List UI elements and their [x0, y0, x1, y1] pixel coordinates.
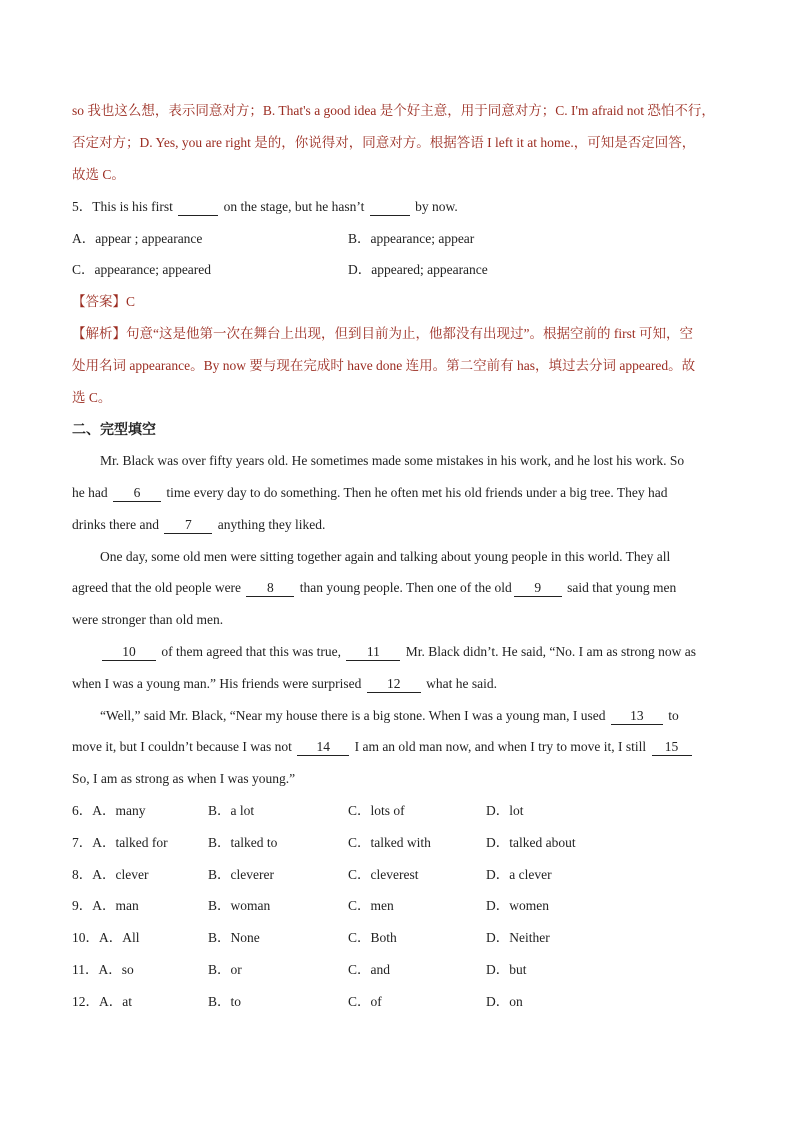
choice-7-d: D．talked about	[486, 835, 576, 850]
passage-text: what he said.	[426, 676, 498, 691]
q5-analysis-line-1: 【解析】句意“这是他第一次在舞台上出现，但到目前为止，他都没有出现过”。根据空前的 first 可知，空	[72, 326, 693, 341]
passage-p2-line-2	[72, 578, 676, 598]
passage-text: time every day to do something. Then he often met his old friends under a big tree. They had	[166, 485, 668, 500]
passage-p2-line-3: were stronger than old men.	[72, 612, 224, 627]
section-title: 二、完型填空	[72, 422, 156, 438]
passage-text: agreed that the old people were	[72, 580, 242, 595]
choice-11-b: B．or	[208, 962, 242, 977]
passage-p2-line-1: One day, some old men were sitting together again and talking about young people in this world. They all	[100, 549, 671, 564]
passage-text: when I was a young man.” His friends were surprised	[72, 676, 362, 691]
blank-12: 12	[367, 676, 421, 693]
q5-stem-middle: on the stage, but he hasn’t	[223, 199, 365, 214]
passage-text: to	[668, 708, 679, 723]
choice-6-b: B．a lot	[208, 803, 255, 818]
choice-12-d: D．on	[486, 994, 523, 1009]
q5-stem-end: by now.	[415, 199, 458, 214]
choice-10-c: C．Both	[348, 930, 397, 945]
passage-text: anything they liked.	[217, 517, 326, 532]
passage-text: move it, but I couldn’t because I was not	[72, 739, 292, 754]
passage-p1-line-3	[72, 515, 325, 535]
prev-explanation-line-3: 故选 C。	[72, 167, 125, 182]
choice-12-c: C．of	[348, 994, 382, 1009]
q5-option-c: C．appearance; appeared	[72, 262, 212, 277]
choice-9-b: B．woman	[208, 898, 271, 913]
choice-6-a: 6．A．many	[72, 803, 146, 818]
choice-7-b: B．talked to	[208, 835, 278, 850]
passage-text: drinks there and	[72, 517, 159, 532]
passage-p4-line-1	[100, 706, 679, 726]
passage-text: of them agreed that this was true,	[161, 644, 341, 659]
passage-text: Mr. Black didn’t. He said, “No. I am as strong now as	[405, 644, 697, 659]
choice-10-b: B．None	[208, 930, 260, 945]
choice-9-d: D．women	[486, 898, 549, 913]
passage-p3-line-2	[72, 674, 497, 694]
choice-9-c: C．men	[348, 898, 394, 913]
blank-8: 8	[246, 580, 294, 597]
blank-11: 11	[346, 644, 400, 661]
blank-13: 13	[611, 708, 663, 725]
q5-stem-start: 5．This is his first	[72, 199, 173, 214]
choice-7-a: 7．A．talked for	[72, 835, 168, 850]
passage-p1-line-1: Mr. Black was over fifty years old. He sometimes made some mistakes in his work, and he lost his work. So	[100, 453, 685, 468]
blank-14: 14	[297, 739, 349, 756]
passage-p4-line-3: So, I am as strong as when I was young.”	[72, 771, 296, 786]
choice-8-b: B．cleverer	[208, 867, 274, 882]
choice-12-b: B．to	[208, 994, 242, 1009]
q5-option-a: A．appear ; appearance	[72, 231, 203, 246]
blank-7: 7	[164, 517, 212, 534]
passage-p4-line-2	[72, 737, 694, 757]
choice-6-d: D．lot	[486, 803, 524, 818]
passage-p3-line-1	[100, 642, 696, 662]
q5-answer: 【答案】C	[72, 294, 136, 309]
prev-explanation-line-2: 否定对方；D. Yes, you are right 是的，你说得对，同意对方。根据答语 I left it at home.，可知是否定回答，	[72, 135, 696, 150]
q5-analysis-line-2: 处用名词 appearance。By now 要与现在完成时 have done 连用。第二空前有 has，填过去分词 appeared。故	[72, 358, 696, 373]
passage-text: said that young men	[567, 580, 677, 595]
choice-8-c: C．cleverest	[348, 867, 419, 882]
blank-9: 9	[514, 580, 562, 597]
choice-8-d: D．a clever	[486, 867, 552, 882]
passage-text: I am an old man now, and when I try to move it, I still	[354, 739, 647, 754]
passage-text: he had	[72, 485, 108, 500]
choice-11-a: 11．A．so	[72, 962, 134, 977]
passage-text: “Well,” said Mr. Black, “Near my house there is a big stone. When I was a young man, I used	[100, 708, 606, 723]
blank-10: 10	[102, 644, 156, 661]
passage-text: than young people. Then one of the old	[299, 580, 512, 595]
q5-analysis-line-3: 选 C。	[72, 390, 112, 405]
choice-8-a: 8．A．clever	[72, 867, 149, 882]
blank-6: 6	[113, 485, 161, 502]
q5-option-b: B．appearance; appear	[348, 231, 475, 246]
q5-option-d: D．appeared; appearance	[348, 262, 488, 277]
blank-15: 15	[652, 739, 692, 756]
choice-10-d: D．Neither	[486, 930, 550, 945]
choice-7-c: C．talked with	[348, 835, 431, 850]
choice-6-c: C．lots of	[348, 803, 405, 818]
choice-12-a: 12．A．at	[72, 994, 132, 1009]
prev-explanation-line-1: so 我也这么想，表示同意对方；B. That's a good idea 是个好主意，用于同意对方；C. I'm afraid not 恐怕不行，	[72, 103, 715, 118]
choice-11-c: C．and	[348, 962, 390, 977]
question-5-stem	[72, 197, 458, 217]
choice-9-a: 9．A．man	[72, 898, 139, 913]
q5-blank-1	[178, 199, 218, 216]
choice-10-a: 10．A．All	[72, 930, 140, 945]
passage-p1-line-2	[72, 483, 667, 503]
q5-blank-2	[370, 199, 410, 216]
choice-11-d: D．but	[486, 962, 527, 977]
